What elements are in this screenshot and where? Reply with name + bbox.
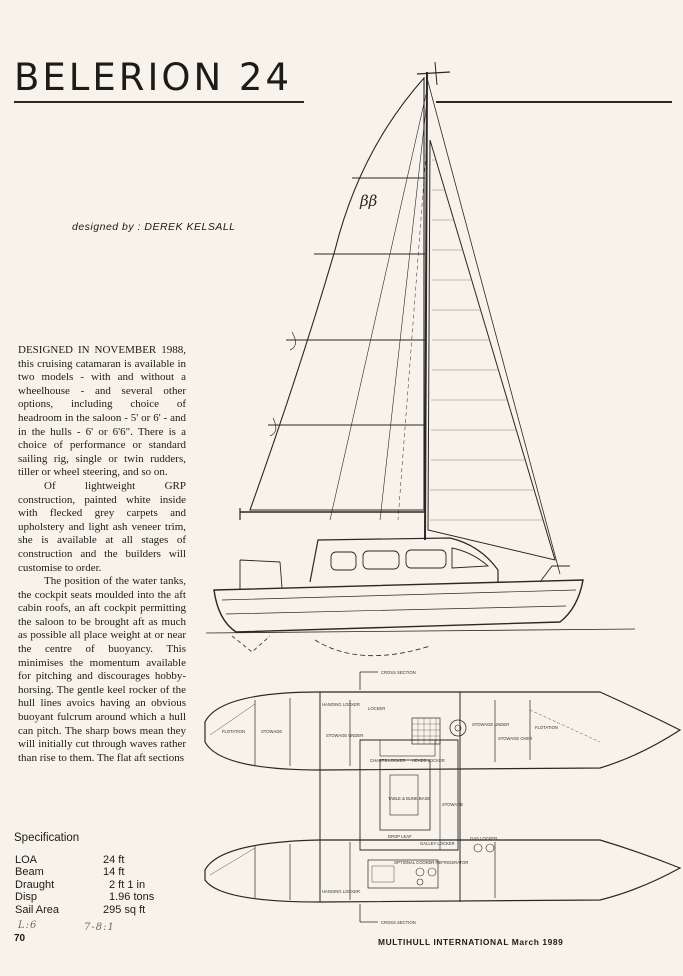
label-locker: LOCKER [368,706,386,711]
article-body [18,344,186,765]
page-title: BELERION 24 [14,56,293,99]
spec-row [15,854,154,866]
label-optional-refrigerator: OPTIONAL COOKER REFRIGERATOR [394,860,469,865]
spec-label: Beam [15,866,44,879]
spec-row [15,866,154,878]
spec-row [15,904,154,916]
label-cross-section-top: CROSS SECTION [381,670,416,675]
spec-row [15,879,154,891]
handwritten-note: L:6 [18,920,38,931]
designer-credit: designed by : DEREK KELSALL [72,221,236,233]
label-drop-leaf: DROP LEAF [388,834,412,839]
label-cross-section-bottom: CROSS SECTION [381,920,416,925]
page-number: 70 [14,933,26,944]
spec-label: LOA [15,854,38,866]
spec-value: 1.96 tons [109,891,155,904]
label-hanging-locker-top: HANGING LOCKER [322,702,360,707]
sail-plan-drawing [206,62,635,656]
label-table-bunk-base: TABLE & BUNK BASE [388,796,431,801]
specification-heading: Specification [14,832,80,844]
label-stowage-over: STOWAGE OVER [498,736,533,741]
label-charts-locker: CHARTS LOCKER [370,758,406,763]
label-galley-locker: GALLEY LOCKER [420,841,455,846]
label-flotation-left: FLOTATION [222,729,245,734]
handwritten-note-2: 7-8:1 [84,922,115,933]
deck-plan-drawing [205,672,680,922]
spec-value: 14 ft [103,866,125,879]
spec-value: 24 ft [103,854,125,866]
label-stowage-under-right: STOWAGE UNDER [472,722,510,727]
spec-label: Draught [15,878,55,891]
footer-publication: MULTIHULL INTERNATIONAL March 1989 [378,937,564,947]
spec-value: 295 sq ft [103,903,146,916]
sail-logo: ββ [360,192,378,210]
paragraph-2: Of lightweight GRP construction, painted white inside with flecked grey carpets and upholstery and light ash veneer trim, she is available at all stages of construction and the builders will customise to order. [18,479,186,574]
label-stowage-mid: STOWAGE [442,802,464,807]
spec-row [15,891,154,903]
label-hanging-locker-bottom: HANGING LOCKER [322,889,360,894]
spec-label: Disp [15,891,38,904]
paragraph-1: DESIGNED IN NOVEMBER 1988, this cruising catamaran is available in two models - with and without a wheelhouse - and several other options, including choice of headroom in the saloon - 5' or 6' - and in the hulls - 6' or 6'6". There is a choice of performance or standard sailing rig, single or twin rudders, tiller or wheel steering, and so on. [18,344,186,479]
label-flotation-right: FLOTATION [535,725,558,730]
label-stowage-left: STOWAGE [261,729,283,734]
paragraph-3: The position of the water tanks, the cockpit seats moulded into the aft cabin roofs, an aft cockpit permitting the saloon to be brought aft as much as possible all place weight at or near the centre of buoyancy. This minimises the momentum available for pitching and discourages hobby-horsing. The gentle keel rocker of the hull lines avoics having an obvious buoyant fulcrum around which a hull can pitch. The sharp bows mean they will initially cut through waves rather than rise to them. The flat aft sections [18,575,186,764]
spec-label: Sail Area [15,903,60,916]
specification-table [15,854,154,916]
label-heads-locker: HEADS LOCKER [412,758,445,763]
spec-value: 2 ft 1 in [109,878,146,891]
label-gas-locker: GAS LOCKER [470,836,498,841]
label-stowage-under: STOWAGE UNDER [326,733,364,738]
